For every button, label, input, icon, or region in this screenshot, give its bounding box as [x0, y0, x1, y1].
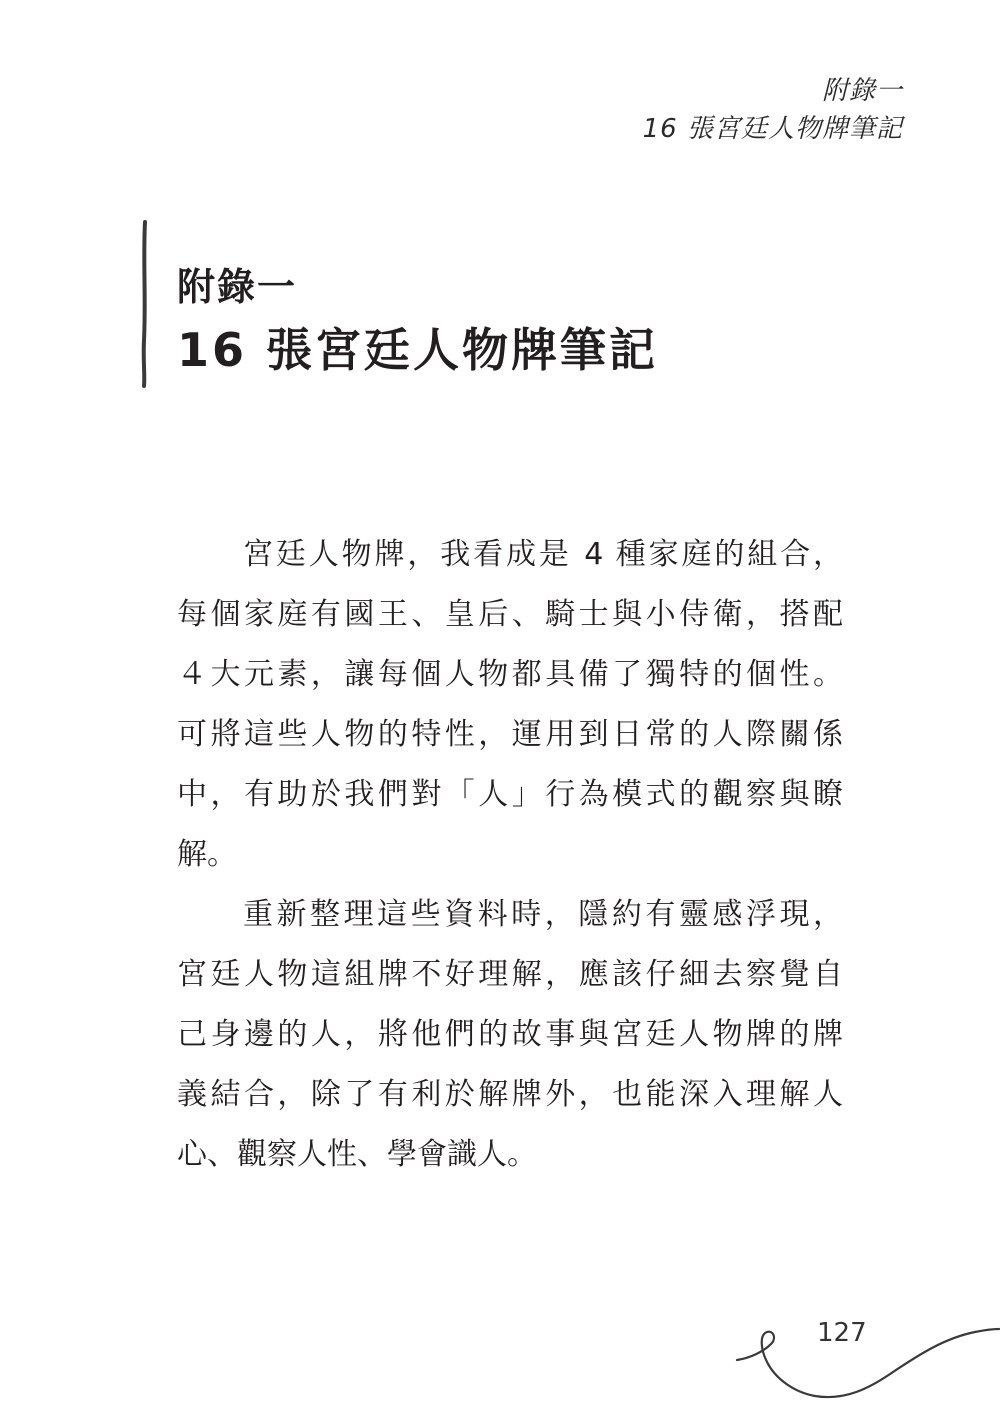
chapter-title-main: 16 張宮廷人物牌筆記 [177, 323, 659, 377]
page-number: 127 [817, 1318, 867, 1348]
body-text [177, 525, 843, 1185]
paragraph-line: 己身邊的人，將他們的故事與宮廷人物牌的牌 [177, 1017, 843, 1052]
swirl-ornament-icon [735, 1300, 1000, 1410]
title-bar-icon [140, 220, 149, 388]
paragraph-line: 重新整理這些資料時，隱約有靈感浮現， [243, 897, 843, 932]
paragraph-line: 中，有助於我們對「人」行為模式的觀察與瞭 [177, 777, 843, 812]
chapter-title-appendix: 附錄一 [177, 265, 298, 309]
paragraph-line: 解。 [177, 837, 237, 872]
running-header-appendix: 附錄一 [821, 76, 903, 106]
paragraph-line: ４大元素，讓每個人物都具備了獨特的個性。 [177, 657, 843, 692]
running-header [643, 72, 903, 148]
paragraph-line: 心、觀察人性、學會識人。 [177, 1137, 537, 1172]
paragraph-line: 每個家庭有國王、皇后、騎士與小侍衛，搭配 [177, 597, 843, 632]
chapter-title [177, 262, 658, 380]
paragraph-line: 義結合，除了有利於解牌外，也能深入理解人 [177, 1077, 843, 1112]
paragraph-line: 可將這些人物的特性，運用到日常的人際關係 [177, 717, 843, 752]
paragraph-line: 宮廷人物這組牌不好理解，應該仔細去察覺自 [177, 957, 843, 992]
paragraph-line: 宮廷人物牌，我看成是 4 種家庭的組合， [243, 537, 843, 572]
running-header-title: 16 張宮廷人物牌筆記 [642, 114, 903, 144]
